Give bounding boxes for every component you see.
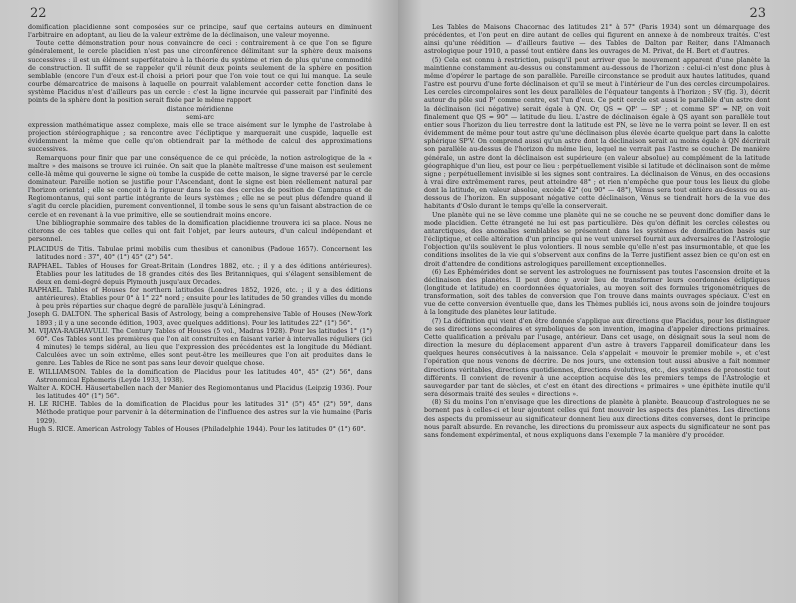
formula-denominator: distance méridienne xyxy=(166,105,234,113)
reference-item: Walter A. KOCH. Häusertabellen nach der Manier des Regiomontanus und Placidus (Leipzig 1936). Pour les latitudes 40° (1°) 56°. xyxy=(28,384,372,401)
right-page xyxy=(398,0,796,603)
paragraph: Une bibliographie sommaire des tables de la domification placidienne trouvera ici sa place. Nous ne citerons de ces tables que celles qui ont fait l'objet, par leurs auteurs, d'un calcul indépendant et personnel. xyxy=(28,219,372,244)
paragraph: expression mathématique assez complexe, mais elle se trace aisément sur le lymphe de l'astrolabe à projection stéréographique ; sa rencontre avec l'écliptique y marquerait une cuspide, laquelle est évidemment la même que celle qu'on obtiendrait par la méthode de calcul des approximations successives. xyxy=(28,121,372,154)
reference-item: M. VIJAYA-RAGHAVULU. The Century Tables of Houses (5 vol., Madras 1928). Pour les latitudes 1° (1°) 60°. Ces Tables sont les premières que l'on ait construites en faisant varier à intervalles réguliers (ici 4 minutes) le temps sidéral, au lieu que l'expression des précédentes est la longitude du Médiant. Calculées avec un soin extrême, elles sont peut-être les meilleures que l'on ait produites dans le genre. Les Tables de Rice ne sont pas sans leur devoir quelque chose. xyxy=(28,327,372,368)
note-paragraph: (5) Cela est connu à restriction, puisqu'il peut arriver que le mouvement apparent d'une planète la maintienne constamment au-dessus ou constamment au-dessous de l'horizon : celui-ci n'est donc plus à même d'opérer le partage de son parallèle. Pareille circonstance se produit aux hautes latitudes, quand l'astre est pourvu d'une forte déclinaison et qu'il se meut à l'intérieur de l'un des cercles circumpolaires. Les cercles circompolaires sont les deux parallèles de l'équateur tangents à l'horizon ; SV (fig. 3), décrit autour du pôle sud P' comme centre, est l'un d'eux. Ce petit cercle est aussi le parallèle d'un astre dont la déclinaison (ici négative) serait égale à QN. Or, QS = QP' — SP' ; et comme SP' = NP, on voit finalement que QS = 90° — latitude du lieu. L'astre de déclinaison égale à QS ayant son parallèle tout entier sous l'horizon du lieu terrestre dont la latitude est PN, se lève ne le verra point se lever. Il en est évidemment de même pour tout astre qu'une déclinaison plus élevée écarte quelque part dans la calotte sphérique SP'V. On comprend aussi qu'un astre dont la déclinaison serait au moins égale à QN décrirait son parallèle au-dessus de l'horizon du même lieu, lequel ne verrait pas l'astre se coucher. De manière générale, un astre dont la déclinaison est supérieure (en valeur absolue) au complément de la latitude géographique d'un lieu, est pour ce lieu : perpétuellement visible si latitude et déclinaison sont de même signe ; perpétuellement invisible si les signes sont contraires. La déclinaison de Vénus, en des occasions à vrai dire extrêmement rares, peut atteindre 48° ; et rien n'empêche que pour tous les lieux du globe dont la latitude, en valeur absolue, excède 42° (ou 90° — 48°), Vénus sera tout entière au-dessus ou au-dessous de l'horizon. En supposant négative cette déclinaison, Vénus se tiendrait hors de la vue des habitants d'Oslo durant le temps qu'elle la conserverait. xyxy=(424,56,770,211)
page-number: 22 xyxy=(30,6,47,21)
paragraph: Une planète qui ne se lève comme une planète qui ne se couche ne se peuvent donc domifier dans le mode placidien. Cette étrangeté ne lui est pas particulière. Dès qu'on définit les cercles célestes ou antarctiques, des anomalies semblables se présentent dans les systèmes de domification basés sur l'écliptique, et celle altération d'un principe qui ne veut universel fournit aux adversaires de l'Astrologie l'objection qu'ils soulèvent le plus volontiers. Il nous semble qu'elle n'est pas insurmontable, et que les conditions insolites de la vie qui s'observent aux confins de la Terre justifient assez bien ce qu'on est en droit d'attendre de conditions astrologiques pareillement exceptionnelles. xyxy=(424,211,770,268)
reference-item: Hugh S. RICE. American Astrology Tables of Houses (Philadelphie 1944). Pour les latitudes 0° (1°) 60°. xyxy=(28,425,366,433)
note-paragraph: (8) Si du moins l'on n'envisage que les directions de planète à planète. Beaucoup d'astrologues ne se bornent pas à celles-ci et leur ajoutent celles qui font mouvoir les aspects des planètes. Les directions des aspects du promisseur au significateur donnent lieu aux directions dites converses, dont le principe nous paraît absurde. En revanche, les directions du promisseur aux aspects du significateur ne sont pas sans fondement expérimental, et nous expliquons dans l'exemple 7 la manière d'y procéder. xyxy=(424,399,770,439)
paragraph: Les Tables de Maisons Chacornac des latitudes 21° à 57° (Paris 1934) sont un démarquage des précédentes, et l'on peut en dire autant de celles qui figurent en annexe à de nombreux traités. C'est ainsi qu'une réédition — d'ailleurs fautive — des Tables de Dalton par Reiter, dans l'Almanach astrologique pour 1910, a passé tout entière dans les ouvrages de M. Privat, de H. Bert et d'autres. xyxy=(424,24,770,56)
reference-item: E. WILLIAMSON. Tables de la domification de Placidus pour les latitudes 40°, 45° (2°) 56°, dans Astronomical Ephemeris (Leyde 1933, 1938). xyxy=(28,368,372,384)
page-number: 23 xyxy=(749,6,766,21)
paragraph: domification placidienne sont composées sur ce principe, sauf que certains auteurs en diminuent l'arbitraire en adoptant, au lieu de la valeur extrême de la déclinaison, une valeur moyenne. xyxy=(28,24,372,40)
right-page-text xyxy=(424,24,770,603)
reference-item: Joseph G. DALTON. The spherical Basis of Astrology, being a comprehensive Table of Houses (New-York 1893 ; il y a une seconde édition, 1903, avec quelques additions). Pour les latitudes 22° (1°) 56°. xyxy=(28,311,372,327)
paragraph: Remarquons pour finir que par une conséquence de ce qui précède, la notion astrologique de la « maître » des maisons se trouve ici ruinée. On sait que la planète maîtresse d'une maison est seulement celle-là même qui gouverne le signe où tombe la cuspide de cette maison, le signe traversé par le cercle dominateur. Pareille notion se justifie pour l'Ascendant, dont le signe est bien réellement natural par l'horizon oriental ; elle se conçoit à la rigueur dans le cas des cercles de position de Campanus et de Regiomontanus, qui sont partie intégrante de leurs systèmes ; elle ne se peut plus défendre quand il s'agit du cercle placidien, purement conventionnel, il tombe sous le sens qu'un faisant abstraction de ce cercle et en revenant à la vue primitive, elle se soutiendrait moins encore. xyxy=(28,154,372,219)
note-paragraph: (7) La définition qui vient d'en être donnée s'applique aux directions que Placidus, pour les distinguer de ses directions secondaires et symboliques de son invention, imagina d'appeler directions primaires. Cette qualification a prévalu par l'usage, antérieur. Dans cet usage, on désignait sous la seul nom de direction la mesure du déplacement apparent d'un astre à travers l'appareil domificateur dans les quelques heures consécutives à la naissance. Cela s'appelait « mouvoir le premier mobile », et c'est l'opération que nous venons de décrire. De nos jours, une extension tout aussi abusive a fait nommer directions véritables, directions quotidiennes, directions évolutives, etc., des systèmes de pronostic tout différents. Il convient de revenir à une acception acquise dès les premiers temps de l'Astrologie et sauvegarder par tant de siècles, et c'est en étant des directions « primaires » une épithète inutile qu'il sera désormais traité des seules « directions ». xyxy=(424,317,770,399)
paragraph: Toute cette démonstration pour nous convaincre de ceci : contrairement à ce que l'on se figure généralement, le cercle placidien n'est pas une circonférence délimitant sur la sphère deux maisons successives : il est un élément superfétatoire à la théorie du système et rien de plus qu'une commodité de construction. Il suffit de se rappeler qu'il réunit deux points seulement de la sphère en position semblable (encore l'un d'eux est-il choisi a priori pour que l'on voie tout ce qui lui manque. La seule courbe démarcatrice de maisons à laquelle on pourrait valablement accorder cette fonction dans le système Placidus n'est d'ailleurs pas un cercle : c'est la ligne incurvée qui passerait par l'infinité des points de la sphère dont la position serait fixée par le même rapport xyxy=(28,40,372,105)
reference-item: RAPHAEL. Tables of Houses for Great-Britain (Londres 1882, etc. ; il y a des éditions antérieures). Établies pour les latitudes de 18 grandes cités des îles Britanniques, qui s'élagent sensiblement de deux en demi-degré depuis Plymouth jusqu'aux Orcades. xyxy=(28,262,372,286)
reference-item: H. LE RICHE. Tables de la domification de Placidus pour les latitudes 31° (5°) 45° (2°) 59°, dans Méthode pratique pour parvenir à la détermination de l'influence des astres sur la vie humaine (Paris 1929). xyxy=(28,401,372,425)
reference-item: PLACIDUS de Titis. Tabulae primi mobilis cum thesibus et canonibus (Padoue 1657). Concernent les latitudes nord : 37°, 40° (1°) 45° (2°) 54°. xyxy=(28,246,372,262)
reference-item: RAPHAEL. Tables of Houses for northern latitudes (Londres 1852, 1926, etc. ; il y a des éditions antérieures). Établies pour 0° à 1° 22° nord ; ensuite pour les latitudes de 50 grandes villes du monde à peu près réparties sur chaque degré de parallèle jusqu'à Léningrad. xyxy=(28,287,372,311)
left-page-text xyxy=(28,24,372,603)
formula-semi-arc: semi-arc xyxy=(186,113,214,121)
note-paragraph: (6) Les Éphémérides dont se servent les astrologues ne fournissent pas toutes l'ascension droite et la déclinaison des planètes. Il peut donc y avoir lieu de transformer leurs coordonnées écliptiques (longitude et latitude) en coordonnées équatoriales, au moyen soit des formules trigonométriques de transformation, soit des tables de conversion que l'on trouve dans maints ouvrages spéciaux. C'est en vue de cette conversion éventuelle que, dans les Thèmes publiés ici, nous avons soin de joindre toujours à la longitude des planètes leur latitude. xyxy=(424,268,770,317)
